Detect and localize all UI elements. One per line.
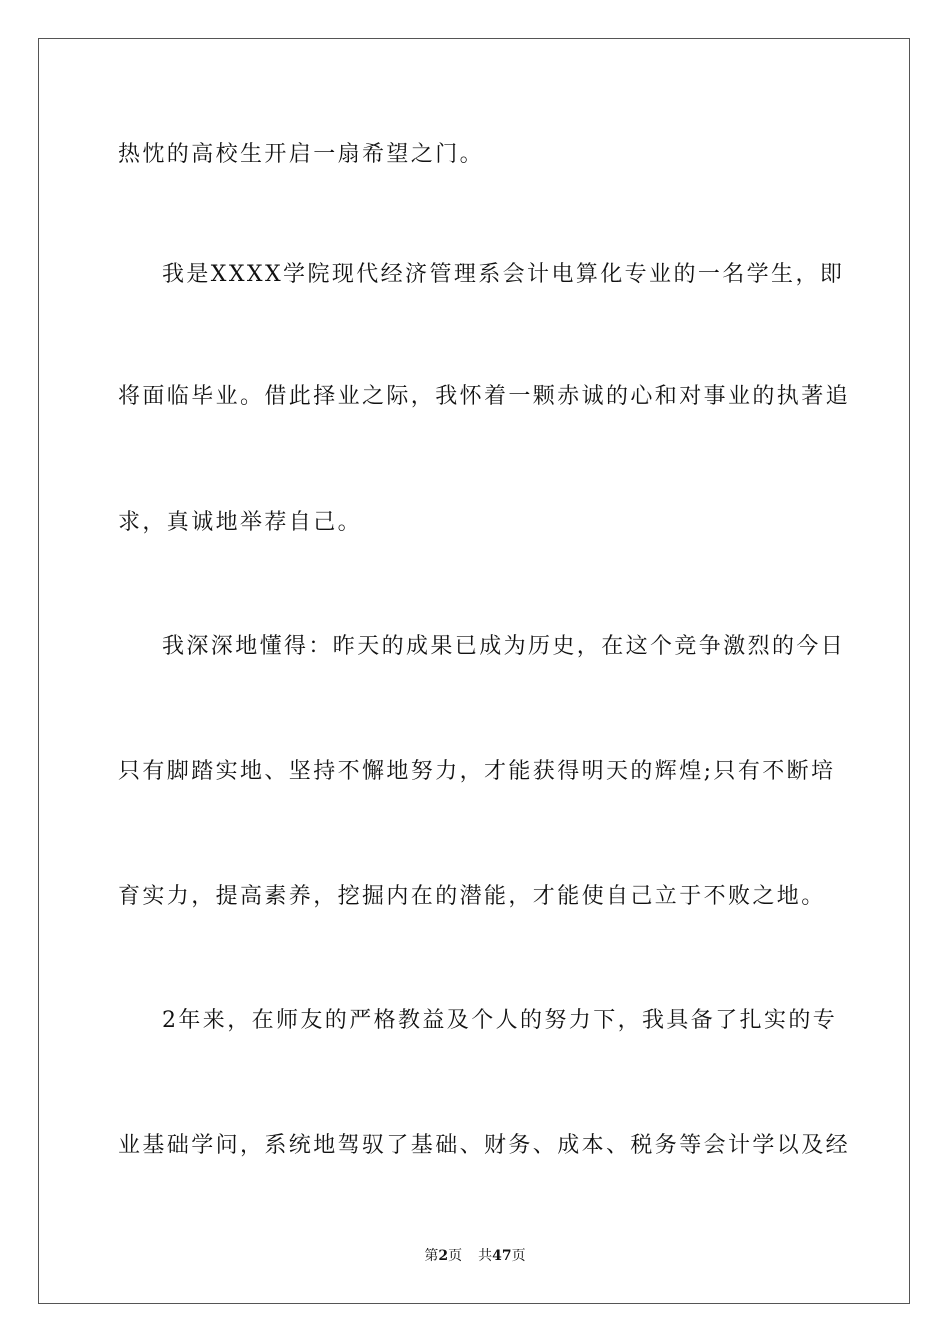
text-line-4: 求，真诚地举荐自己。 [118,510,363,535]
page-border [38,38,910,1304]
text-line-5: 我深深地懂得：昨天的成果已成为历史，在这个竞争激烈的今日 [162,634,846,659]
text-line-2: 我是XXXX学院现代经济管理系会计电算化专业的一名学生，即 [162,262,845,287]
text-line-8: 2年来，在师友的严格教益及个人的努力下，我具备了扎实的专 [162,1008,838,1033]
text-line-1: 热忱的高校生开启一扇希望之门。 [118,142,485,167]
page-suffix: 页 [448,1248,463,1264]
total-prefix: 共 [478,1248,493,1264]
text-line-3: 将面临毕业。借此择业之际，我怀着一颗赤诚的心和对事业的执著追 [118,384,851,409]
text-line-7: 育实力，提高素养，挖掘内在的潜能，才能使自己立于不败之地。 [118,884,826,909]
page-footer [0,1246,950,1266]
total-pages: 47 [492,1248,512,1264]
total-suffix: 页 [511,1248,526,1264]
page-prefix: 第 [424,1248,439,1264]
text-line-9: 业基础学问，系统地驾驭了基础、财务、成本、税务等会计学以及经 [118,1133,851,1158]
text-line-6: 只有脚踏实地、坚持不懈地努力，才能获得明天的辉煌;只有不断培 [118,759,836,784]
page-number: 2 [438,1248,449,1264]
